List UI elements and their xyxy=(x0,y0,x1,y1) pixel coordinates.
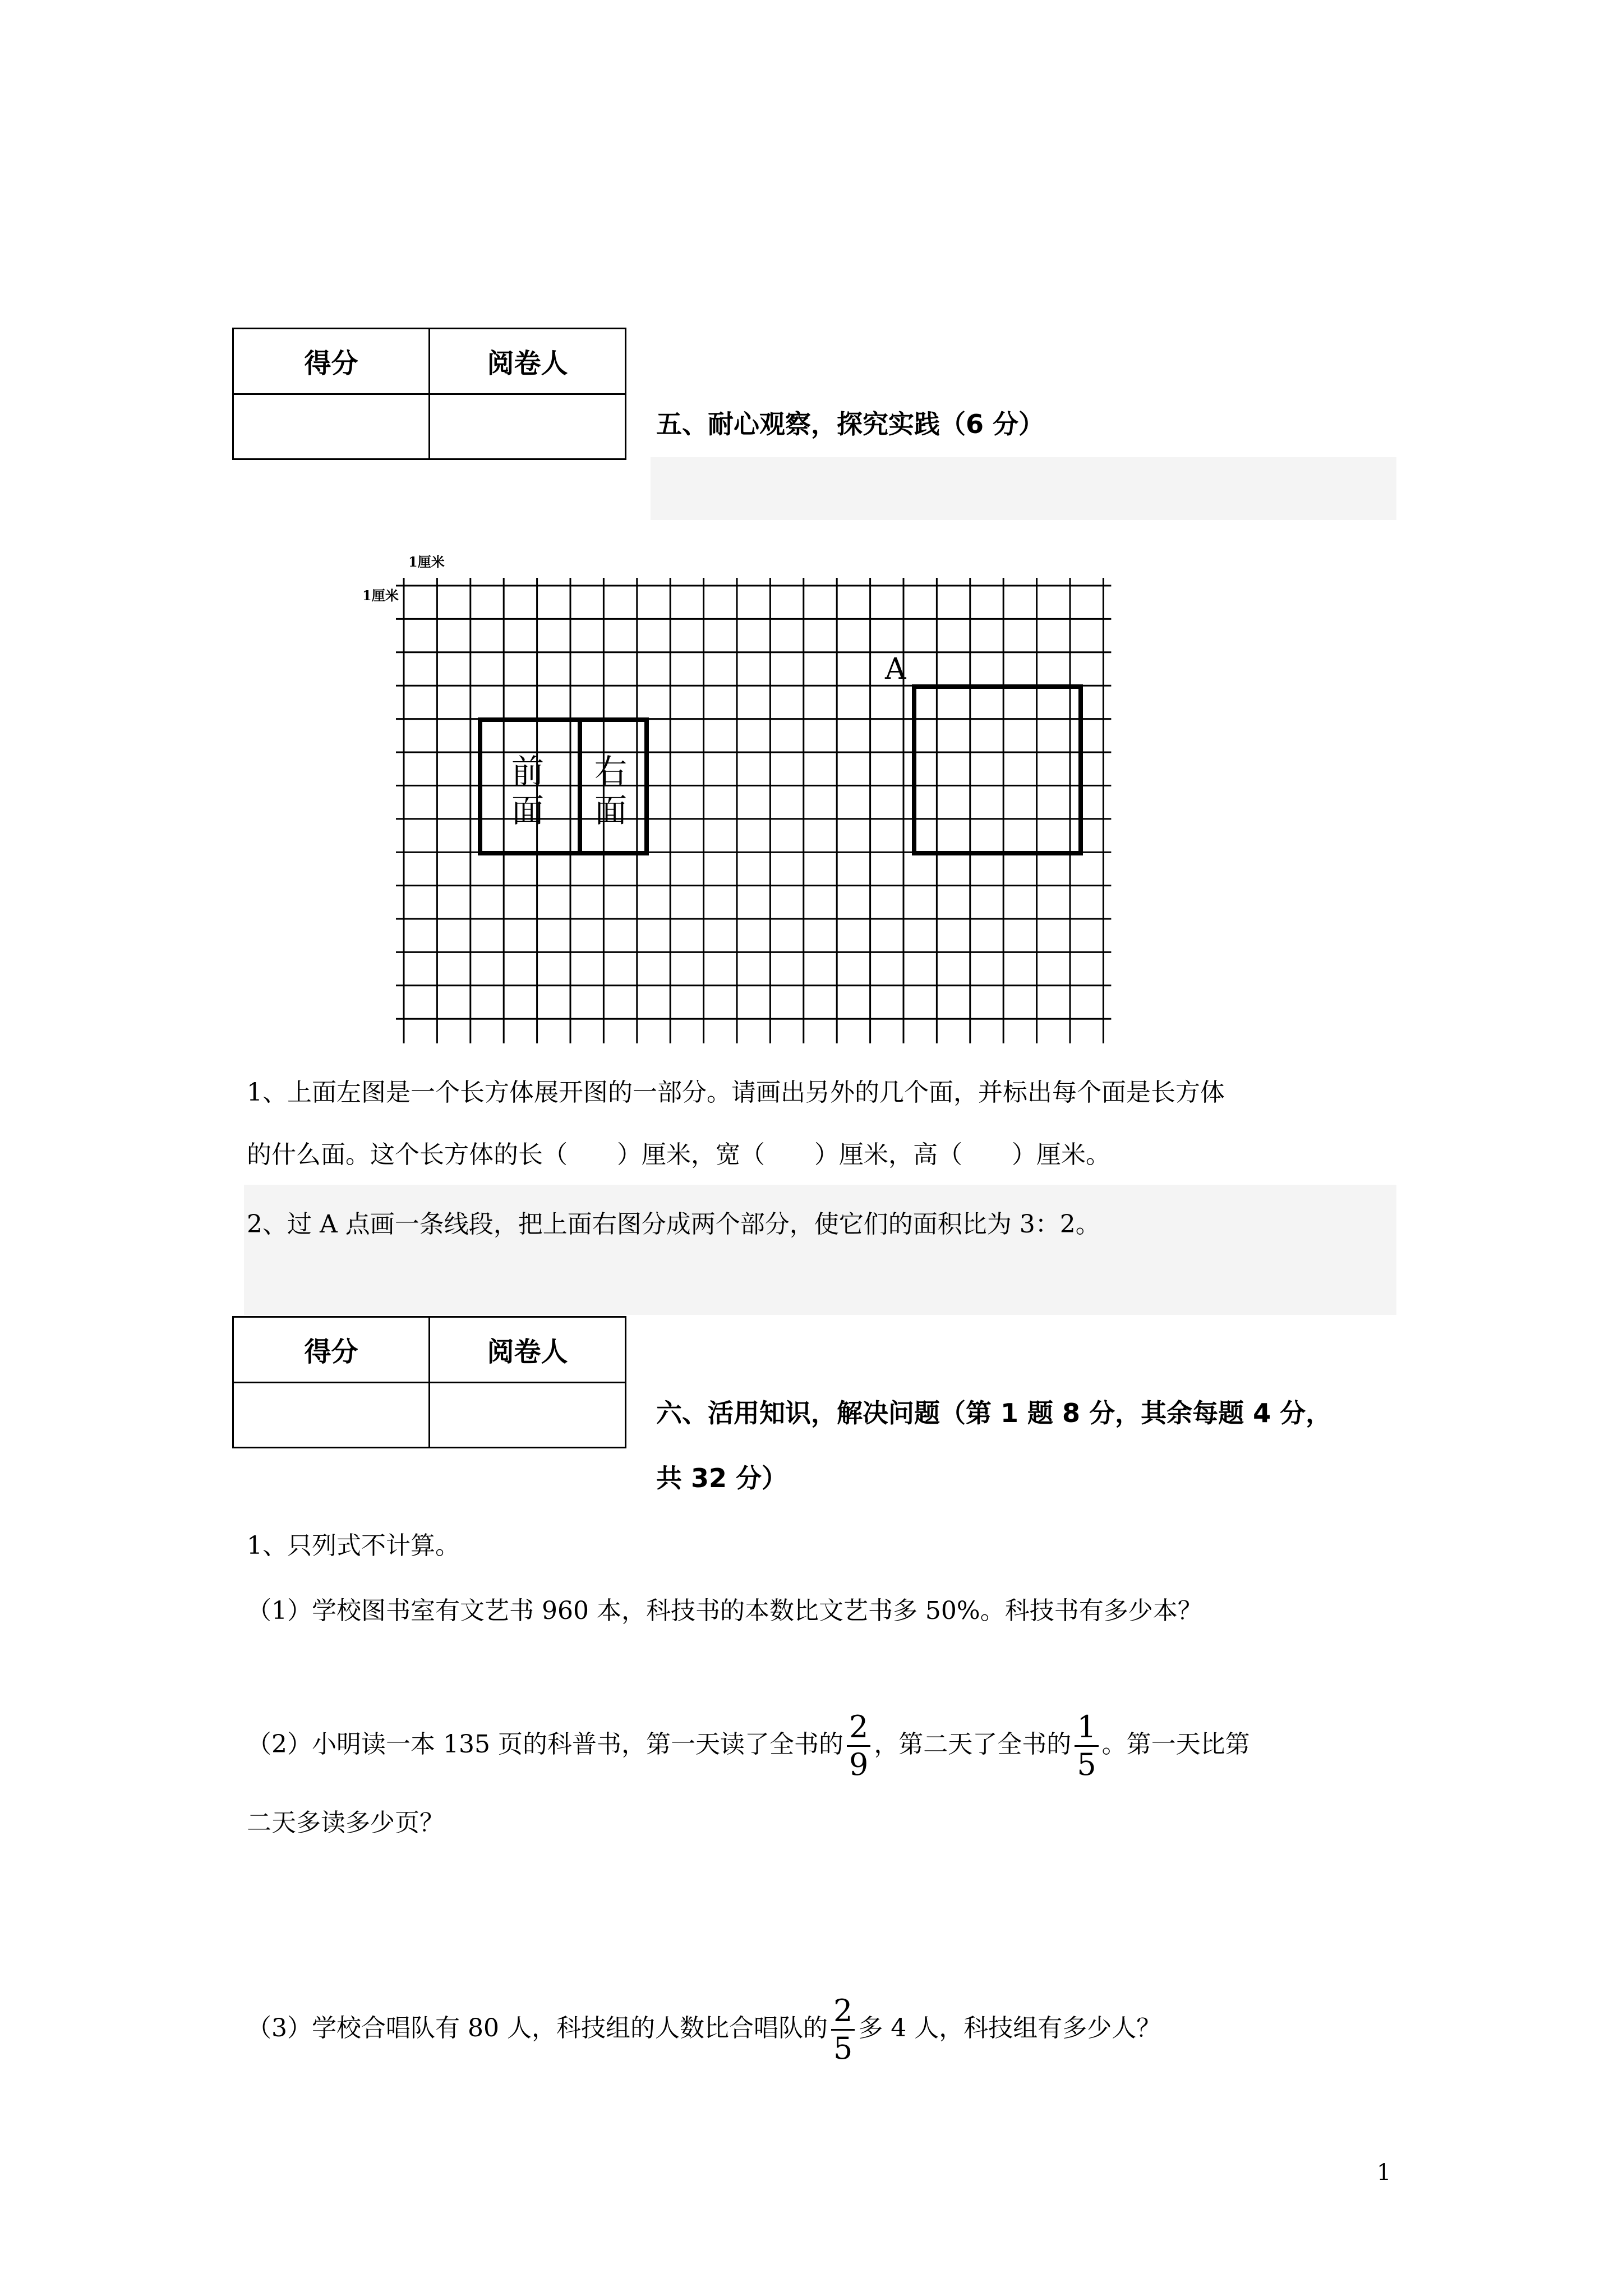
s6-problem-2 xyxy=(247,1705,1250,1784)
unit-label-top: 1厘米 xyxy=(408,554,445,570)
score-table-section6 xyxy=(232,1316,626,1448)
s5-question-1-line2: 的什么面。这个长方体的长（ ）厘米，宽（ ）厘米，高（ ）厘米。 xyxy=(247,1140,1110,1169)
s6-problem-3-part-a: （3）学校合唱队有 80 人，科技组的人数比合唱队的 xyxy=(247,2014,828,2042)
s6-problem-1: （1）学校图书室有文艺书 960 本，科技书的本数比文艺书多 50%。科技书有多少本？ xyxy=(247,1596,1202,1625)
s5-question-2: 2、过 A 点画一条线段，把上面右图分成两个部分，使它们的面积比为 3：2。 xyxy=(247,1210,1100,1239)
right-face-label-1: 右 xyxy=(594,752,628,790)
reviewer-label: 阅卷人 xyxy=(430,1317,626,1383)
s6-problem-2-part-c: 。第一天比第 xyxy=(1101,1730,1250,1759)
fraction-1-5: $\frac{1}{5}$ xyxy=(1075,1709,1098,1783)
s6-problem-2-part-b: ，第二天了全书的 xyxy=(874,1730,1072,1759)
score-label: 得分 xyxy=(233,1317,430,1383)
s6-question-1-intro: 1、只列式不计算。 xyxy=(247,1531,460,1560)
section5-title: 五、耐心观察，探究实践（6 分） xyxy=(656,409,1045,439)
front-face-label-2: 面 xyxy=(511,792,545,830)
s6-problem-2-part-a: （2）小明读一本 135 页的科普书，第一天读了全书的 xyxy=(247,1730,843,1759)
grid-lines xyxy=(396,578,1111,1043)
fraction-2-9: $\frac{2}{9}$ xyxy=(847,1709,870,1783)
reviewer-cell[interactable] xyxy=(430,394,626,459)
page-number: 1 xyxy=(1377,2160,1391,2185)
s6-problem-3-part-b: 多 4 人，科技组有多少人？ xyxy=(858,2014,1161,2042)
s6-problem-3 xyxy=(247,1989,1161,2068)
section6-title-line1: 六、活用知识，解决问题（第 1 题 8 分，其余每题 4 分， xyxy=(656,1398,1332,1428)
score-cell[interactable] xyxy=(233,394,430,459)
section6-title-line2: 共 32 分） xyxy=(656,1463,788,1493)
right-face-label-2: 面 xyxy=(594,792,628,830)
reviewer-label: 阅卷人 xyxy=(430,329,626,394)
score-cell[interactable] xyxy=(233,1382,430,1448)
point-a-label: A xyxy=(885,652,906,686)
s5-question-1-line1: 1、上面左图是一个长方体展开图的一部分。请画出另外的几个面，并标出每个面是长方体 xyxy=(247,1078,1225,1107)
reviewer-cell[interactable] xyxy=(430,1382,626,1448)
grid-figure xyxy=(359,550,1144,1043)
score-table-section5 xyxy=(232,328,626,460)
unit-label-left: 1厘米 xyxy=(362,587,399,604)
shaded-band xyxy=(651,457,1396,520)
square-figure xyxy=(914,687,1081,853)
front-face-label-1: 前 xyxy=(511,752,545,790)
shaded-band-q2 xyxy=(244,1185,1396,1315)
fraction-2-5: $\frac{2}{5}$ xyxy=(831,1993,855,2067)
s6-problem-2-line2: 二天多读多少页？ xyxy=(247,1809,444,1837)
score-label: 得分 xyxy=(233,329,430,394)
